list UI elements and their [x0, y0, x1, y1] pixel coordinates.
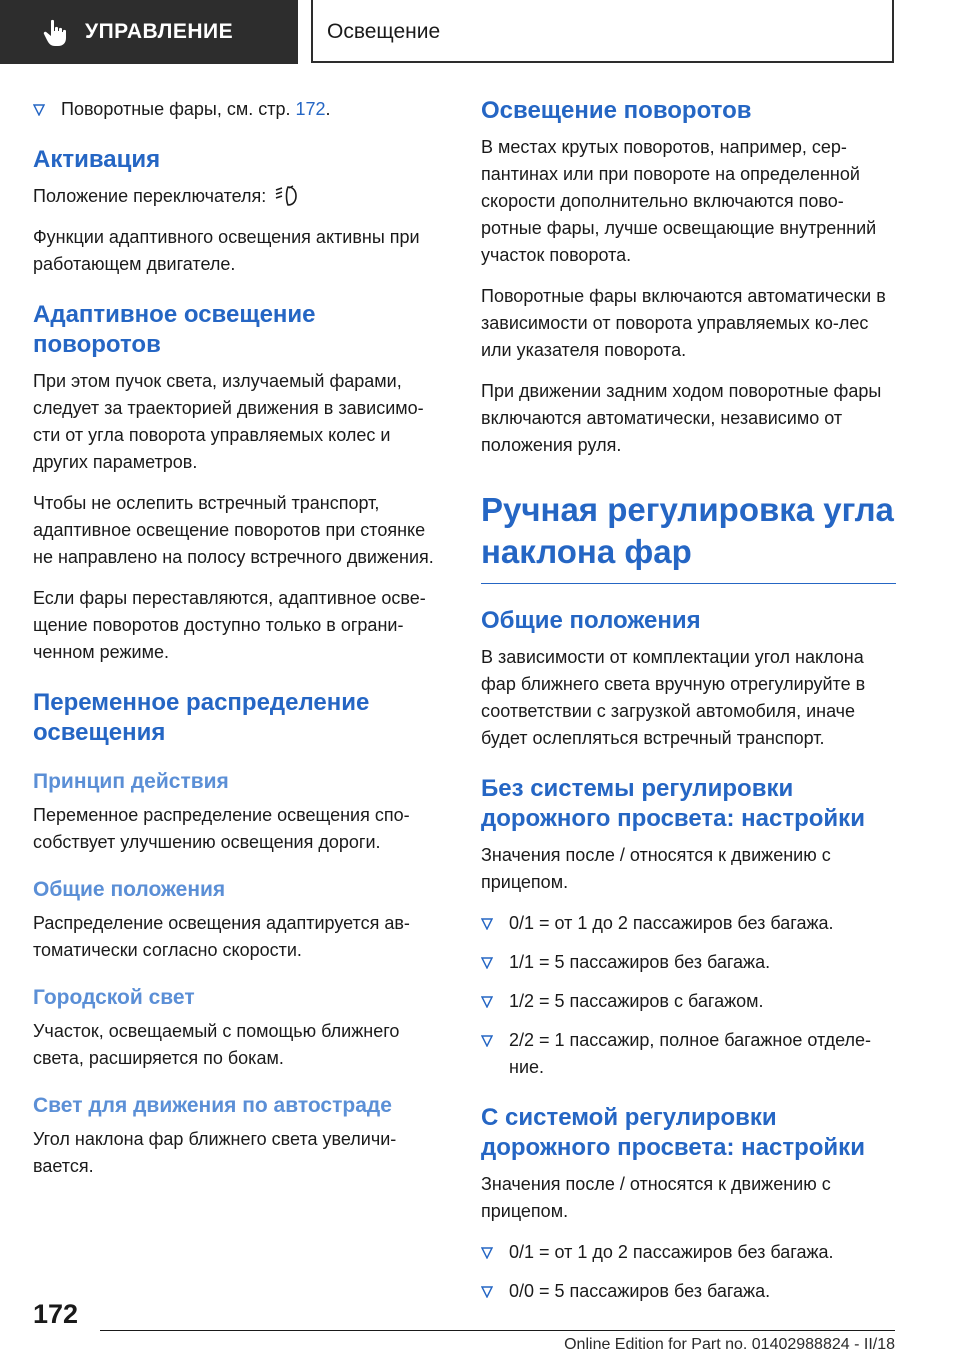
adaptive-text-1: При этом пучок света, излучаемый фарами, следует за траекторией движения в зависимо-сти от угла поворота управляемых колес и других параметров.: [33, 371, 424, 472]
with-system-text: Значения после / относятся к движению с прицепом.: [481, 1174, 831, 1221]
highway-text: Угол наклона фар ближнего света увеличи-вается.: [33, 1129, 397, 1176]
triangle-bullet-icon: [481, 1247, 493, 1259]
cornering-text-2: Поворотные фары включаются автоматически в зависимости от поворота управляемых ко-лес или указателя поворота.: [481, 286, 886, 360]
city-text: Участок, освещаемый с помощью ближнего света, расширяется по бокам.: [33, 1021, 400, 1068]
cross-reference: Поворотные фары, см. стр. 172.: [33, 96, 448, 123]
without-system-heading: Без системы регулировки дорожного просвета: настройки: [481, 775, 865, 832]
principle-text: Переменное распределение освещения спо-собствует улучшению освещения дороги.: [33, 805, 410, 852]
triangle-bullet-icon: [481, 918, 493, 930]
general-text-right: В зависимости от комплектации угол наклона фар ближнего света вручную отрегулируйте в соответствии с загрузкой автомобиля, иначе будет ослепляться встречный транспорт.: [481, 647, 866, 748]
section-tab: [0, 0, 298, 64]
right-column: [481, 96, 896, 1317]
without-system-text: Значения после / относятся к движению с прицепом.: [481, 845, 831, 892]
topic-tab-label: Освещение: [327, 20, 441, 43]
triangle-bullet-icon: [481, 957, 493, 969]
edition-text: Online Edition for Part no. 01402988824 - II/18: [564, 1336, 895, 1353]
list-item: 0/1 = от 1 до 2 пассажиров без багажа.: [481, 910, 896, 937]
variable-heading: Переменное распределение освещения: [33, 689, 370, 746]
manual-heading: Ручная регулировка угла наклона фар: [481, 489, 896, 584]
page-link[interactable]: 172: [295, 99, 326, 119]
hand-pointer-icon: [40, 18, 70, 48]
section-tab-label: УПРАВЛЕНИЕ: [85, 20, 234, 43]
page-number: 172: [33, 1299, 79, 1329]
adaptive-text-2: Чтобы не ослепить встречный транспорт, адаптивное освещение поворотов при стоянке не направлено на полосу встречного движения.: [33, 493, 434, 567]
principle-heading: Принцип действия: [33, 770, 229, 793]
adaptive-heading: Адаптивное освещение поворотов: [33, 301, 316, 358]
list-item: 1/2 = 5 пассажиров с багажом.: [481, 988, 896, 1015]
auto-headlight-icon: [274, 184, 300, 208]
triangle-bullet-icon: [481, 1035, 493, 1047]
general-heading-right: Общие положения: [481, 607, 701, 634]
cornering-text-1: В местах крутых поворотов, например, сер-пантинах или при повороте на определенной скорости дополнительно включаются пово-ротные фары, лучше освещающие внутренний участок поворота.: [481, 137, 877, 265]
left-column: [33, 96, 448, 1194]
cornering-heading: Освещение поворотов: [481, 97, 752, 124]
list-item: 0/0 = 5 пассажиров без багажа.: [481, 1278, 896, 1305]
general-text-left: Распределение освещения адаптируется ав-томатически согласно скорости.: [33, 913, 410, 960]
triangle-bullet-icon: [481, 996, 493, 1008]
activation-heading: Активация: [33, 146, 161, 173]
triangle-bullet-icon: [481, 1286, 493, 1298]
adaptive-text-3: Если фары переставляются, адаптивное осве-щение поворотов доступно только в ограни-ченном режиме.: [33, 588, 426, 662]
list-item: 1/1 = 5 пассажиров без багажа.: [481, 949, 896, 976]
cornering-text-3: При движении задним ходом поворотные фары включаются автоматически, независимо от положения руля.: [481, 381, 882, 455]
topic-tab: [311, 0, 894, 63]
city-heading: Городской свет: [33, 986, 195, 1009]
footer-divider: [100, 1330, 895, 1331]
list-item: 0/1 = от 1 до 2 пассажиров без багажа.: [481, 1239, 896, 1266]
list-item: 2/2 = 1 пассажир, полное багажное отделе-ние.: [481, 1027, 896, 1081]
with-system-heading: С системой регулировки дорожного просвета: настройки: [481, 1104, 865, 1161]
general-heading-left: Общие положения: [33, 878, 226, 901]
activation-text-1: Положение переключателя:: [33, 183, 448, 210]
activation-text-2: Функции адаптивного освещения активны при работающем двигателе.: [33, 227, 420, 274]
page-header: [0, 0, 960, 66]
highway-heading: Свет для движения по автостраде: [33, 1094, 392, 1117]
triangle-bullet-icon: [33, 104, 45, 116]
